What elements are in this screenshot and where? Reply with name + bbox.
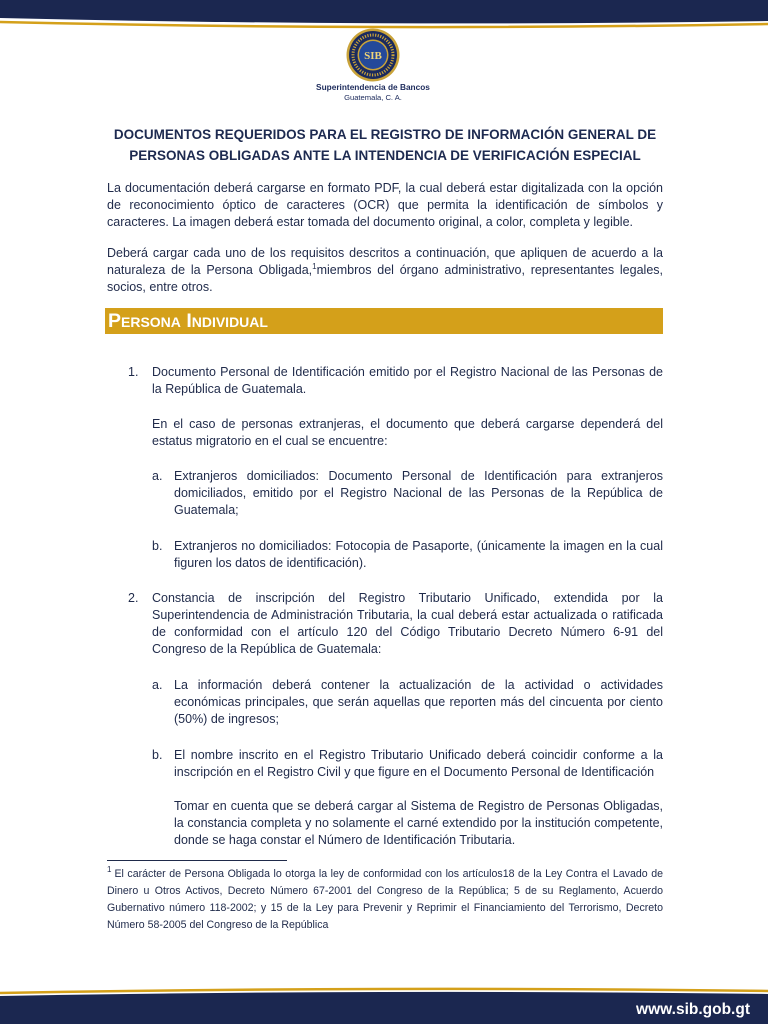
sub-item-letter: a. [152, 677, 163, 692]
section-heading: Persona Individual [108, 310, 268, 332]
sub-item-text: El nombre inscrito en el Registro Tributario Unificado deberá coincidir conforme a la inscripción en el Registro Civil y que figure en el Documento Personal de Identificación [174, 747, 663, 779]
list-item-1 [107, 364, 663, 398]
intro-2-text-before: Deberá cargar cada uno de los requisitos descritos a continuación, que apliquen de acuerdo a la naturaleza de la Persona Obligada, [107, 245, 663, 277]
footnote-separator [107, 860, 287, 861]
intro-paragraph-2 [107, 245, 663, 296]
sub-item-text: Extranjeros domiciliados: Documento Personal de Identificación para extranjeros domiciliados, emitido por el Registro Nacional de las Personas de la República de Guatemala; [174, 468, 663, 517]
intro-paragraph-1: La documentación deberá cargarse en formato PDF, la cual deberá estar digitalizada con la opción de reconocimiento óptico de caracteres (OCR) que permita la identificación de símbolos y caracteres. La imagen deberá estar tomada del documento original, a color, completa y legible. [107, 180, 663, 229]
sub-item-2a [107, 677, 663, 728]
organization-location: Guatemala, C. A. [344, 93, 402, 102]
list-item-text: Documento Personal de Identificación emitido por el Registro Nacional de las Personas de la República de Guatemala. [152, 364, 663, 396]
sub-item-letter: b. [152, 747, 163, 762]
list-number: 2. [128, 590, 139, 605]
sub-item-letter: b. [152, 538, 163, 553]
footnote-marker: 1 [107, 865, 112, 875]
title-line-1: DOCUMENTOS REQUERIDOS PARA EL REGISTRO DE INFORMACIÓN GENERAL DE [113, 127, 657, 142]
organization-name: Superintendencia de Bancos [316, 82, 430, 92]
sub-item-1a [107, 468, 663, 519]
section-heading-bar [105, 308, 663, 334]
sub-item-text: La información deberá contener la actualización de la actividad o actividades económicas principales, que serán aquellas que reporten más del cincuenta por ciento (50%) de ingresos; [174, 677, 663, 726]
logo-mark-text: SIB [364, 50, 382, 62]
footnote [107, 866, 663, 934]
sub-item-1b [107, 538, 663, 572]
document-body [107, 124, 663, 945]
list-item-2 [107, 590, 663, 658]
website-address: www.sib.gob.gt [636, 1001, 750, 1018]
sib-seal-logo [346, 28, 400, 82]
list-item-1-note: En el caso de personas extranjeras, el documento que deberá cargarse dependerá del estatus migratorio en el cual se encuentre: [152, 416, 663, 448]
title-line-2: PERSONAS OBLIGADAS ANTE LA INTENDENCIA DE VERIFICACIÓN ESPECIAL [129, 148, 641, 163]
footnote-text: El carácter de Persona Obligada lo otorga la ley de conformidad con los artículos18 de la Ley Contra el Lavado de Dinero u Otros Activos, Decreto Número 67-2001 del Congreso de la República; 5 de su Reglamento, Acuerdo Gubernativo número 118-2002; y 15 de la Ley para Prevenir y Reprimir el Financiamiento del Terrorismo, Decreto Número 58-2005 del Congreso de la República [107, 868, 663, 931]
sub-item-2b-note: Tomar en cuenta que se deberá cargar al Sistema de Registro de Personas Obligadas, la constancia completa y no solamente el carné extendido por la institución competente, donde se haga constar el Número de Identificación Tributaria. [174, 798, 663, 847]
intro-2-text-after: miembros del órgano administrativo, representantes legales, socios, entre otros. [107, 262, 663, 294]
list-number: 1. [128, 364, 139, 379]
list-item-text: Constancia de inscripción del Registro Tributario Unificado, extendida por la Superintendencia de Administración Tributaria, la cual deberá estar actualizada o ratificada de conformidad con el artículo 120 del Código Tributario Decreto Número 6-91 del Congreso de la República de Guatemala: [152, 590, 663, 656]
document-title [107, 124, 663, 166]
sub-item-2b [107, 747, 663, 781]
sub-item-text: Extranjeros no domiciliados: Fotocopia de Pasaporte, (únicamente la imagen en la cual figuren los datos de identificación). [174, 538, 663, 570]
footnote-reference: 1 [312, 261, 317, 271]
sub-item-letter: a. [152, 468, 163, 483]
